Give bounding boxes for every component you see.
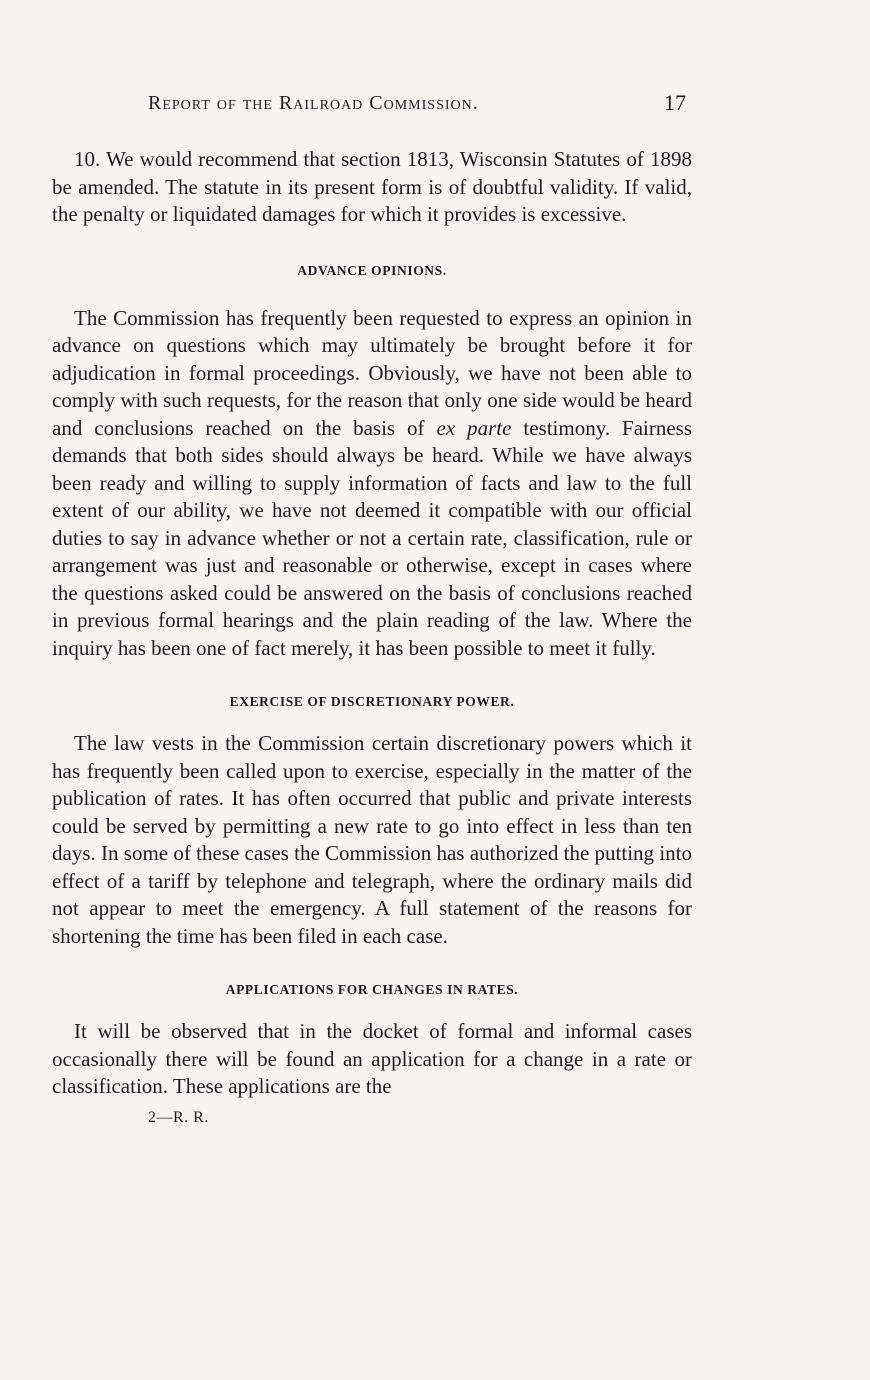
- running-title: Report of the Railroad Commission.: [148, 92, 479, 114]
- rate-changes-heading: APPLICATIONS FOR CHANGES IN RATES.: [225, 982, 519, 997]
- advance-opinions-text-part2: testimony. Fairness demands that both sides should always be heard. While we have always been ready and willing to supply information of facts and law to the full extent of our ability, we have not deemed it compatible with our official duties to say in advance whether or not a certain rate, classification, rule or arrangement was just and reasonable or otherwise, except in cases where the questions asked could be answered on the basis of conclusions reached in previous formal hearings and the plain reading of the law. Where the inquiry has been one of fact merely, it has been possible to meet it fully.: [52, 415, 693, 660]
- discretionary-power-heading: EXERCISE OF DISCRETIONARY POWER.: [229, 694, 515, 709]
- advance-opinions-italic-term: ex parte: [436, 415, 512, 440]
- running-header: [52, 88, 692, 122]
- intro-paragraph: 10. We would recommend that section 1813, Wisconsin Statutes of 1898 be amended. The statute in its present form is of doubtful validity. If valid, the penalty or liquidated damages for which it provides is excessive.: [52, 147, 692, 226]
- advance-opinions-paragraph: [52, 305, 692, 663]
- advance-opinions-heading: ADVANCE OPINIONS.: [297, 262, 447, 278]
- advance-opinions-text-part1: The Commission has frequently been requested to express an opinion in advance on questions which may ultimately be brought before it for adjudication in formal proceedings. Obviously, we have not been able to comply with such requests, for the reason that only one side would be heard and conclusions reached on the basis of: [52, 305, 692, 440]
- page-number: 17: [664, 90, 686, 115]
- discretionary-power-paragraph: The law vests in the Commission certain discretionary powers which it has frequently been called upon to exercise, especially in the matter of the publication of rates. It has often occurred that public and private interests could be served by permitting a new rate to go into effect in less than ten days. In some of these cases the Commission has authorized the putting into effect of a tariff by telephone and telegraph, where the ordinary mails did not appear to meet the emergency. A full statement of the reasons for shortening the time has been filed in each case.: [52, 731, 692, 948]
- rate-changes-paragraph: It will be observed that in the docket of formal and informal cases occasionally there will be found an application for a change in a rate or classification. These applications are the: [52, 1019, 692, 1098]
- signature-mark: 2—R. R.: [148, 1108, 209, 1126]
- document-page: [52, 88, 692, 1127]
